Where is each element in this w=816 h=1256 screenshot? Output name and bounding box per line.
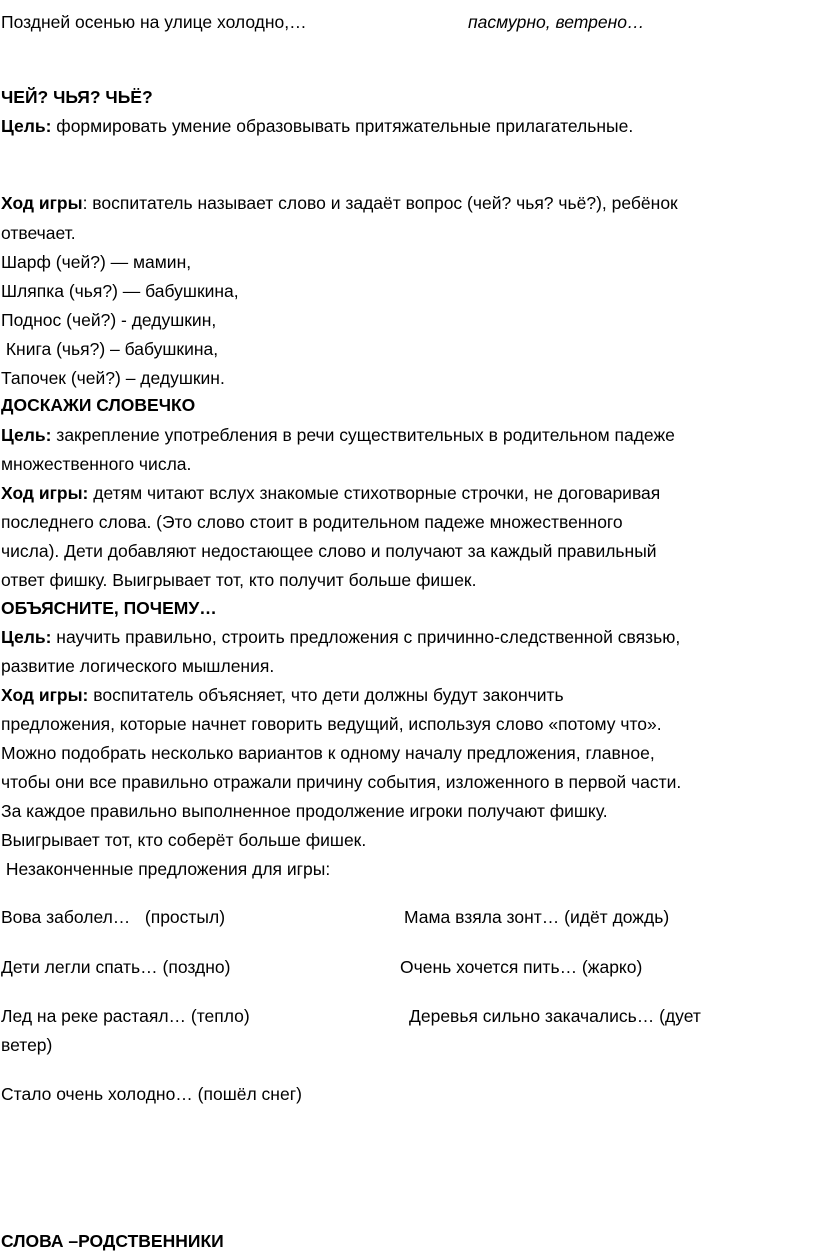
game1-goal <box>1 112 633 141</box>
example-item: Шарф (чей?) — мамин, <box>1 252 192 272</box>
example-item: Книга (чья?) – бабушкина, <box>1 339 219 359</box>
game2-goal-line2: множественного числа. <box>1 454 192 474</box>
game2-goal-line1 <box>1 421 675 450</box>
game2-play-line: ответ фишку. Выигрывает тот, кто получит больше фишек. <box>1 570 477 590</box>
game3-play-line: Можно подобрать несколько вариантов к одному началу предложения, главное, <box>1 743 655 763</box>
goal-label: Цель: <box>1 425 52 445</box>
play-text: : воспитатель называет слово и задаёт вопрос (чей? чья? чьё?), ребёнок <box>82 193 678 213</box>
sentence-left: Дети легли спать… (поздно) <box>1 957 231 977</box>
game3-play-line: предложения, которые начнет говорить ведущий, используя слово «потому что». <box>1 714 662 734</box>
game2-play-line: последнего слова. (Это слово стоит в родительном падеже множественного <box>1 512 623 532</box>
goal-label: Цель: <box>1 627 52 647</box>
game3-play-line: Выигрывает тот, кто соберёт больше фишек. <box>1 830 367 850</box>
play-label: Ход игры: <box>1 685 89 705</box>
goal-label: Цель: <box>1 116 52 136</box>
sentence-right: Деревья сильно закачались… (дует <box>409 1006 701 1026</box>
example-item: Поднос (чей?) - дедушкин, <box>1 310 217 330</box>
game2-play-line1 <box>1 479 660 508</box>
game1-title: ЧЕЙ? ЧЬЯ? ЧЬЁ? <box>1 87 153 107</box>
sentence-left: Вова заболел… (простыл) <box>1 907 226 927</box>
goal-text: закрепление употребления в речи существительных в родительном падеже <box>51 425 675 445</box>
intro-line-left: Поздней осенью на улице холодно,… <box>1 12 307 32</box>
game2-play-line: числа). Дети добавляют недостающее слово и получают за каждый правильный <box>1 541 657 561</box>
sentence-left: Стало очень холодно… (пошёл снег) <box>1 1084 302 1104</box>
sentence-right: Очень хочется пить… (жарко) <box>400 957 643 977</box>
example-item: Шляпка (чья?) — бабушкина, <box>1 281 239 301</box>
goal-text: научить правильно, строить предложения с причинно-следственной связью, <box>51 627 681 647</box>
sentence-left: ветер) <box>1 1035 53 1055</box>
play-text: детям читают вслух знакомые стихотворные строчки, не договаривая <box>88 483 661 503</box>
example-item: Тапочек (чей?) – дедушкин. <box>1 368 225 388</box>
sentence-right: Мама взяла зонт… (идёт дождь) <box>404 907 670 927</box>
goal-text: формировать умение образовывать притяжательные прилагательные. <box>51 116 634 136</box>
play-text: воспитатель объясняет, что дети должны будут закончить <box>88 685 564 705</box>
game4-title: СЛОВА –РОДСТВЕННИКИ <box>1 1231 224 1251</box>
game1-play-line1 <box>1 189 678 218</box>
game3-title: ОБЪЯСНИТЕ, ПОЧЕМУ… <box>1 598 217 618</box>
sentence-left: Лед на реке растаял… (тепло) <box>1 1006 250 1026</box>
intro-line-right: пасмурно, ветрено… <box>468 12 645 32</box>
game3-play-line: За каждое правильно выполненное продолжение игроки получают фишку. <box>1 801 608 821</box>
game3-goal-line1 <box>1 623 680 652</box>
game3-play-line: чтобы они все правильно отражали причину события, изложенного в первой части. <box>1 772 682 792</box>
game3-goal-line2: развитие логического мышления. <box>1 656 275 676</box>
play-label: Ход игры: <box>1 483 89 503</box>
play-label: Ход игры <box>1 193 83 213</box>
game1-play-line2: отвечает. <box>1 223 76 243</box>
game3-play-line: Незаконченные предложения для игры: <box>1 859 331 879</box>
game2-title: ДОСКАЖИ СЛОВЕЧКО <box>1 395 196 415</box>
game3-play-line1 <box>1 681 564 710</box>
